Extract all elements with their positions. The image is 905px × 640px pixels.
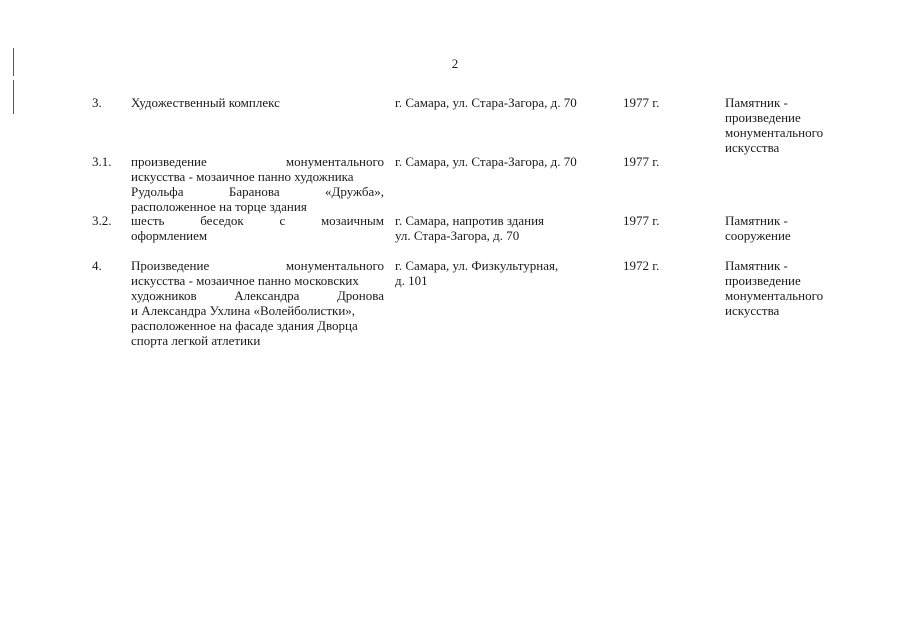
- object-name-line: спорта легкой атлетики: [131, 333, 261, 348]
- object-name: [131, 95, 384, 110]
- object-type: [725, 258, 855, 318]
- object-name-line: художников Александра Дронова: [131, 288, 384, 303]
- object-year: 1977 г.: [623, 95, 660, 110]
- object-address-line: г. Самара, ул. Стара-Загора, д. 70: [395, 154, 577, 169]
- object-name-line: произведение монументального: [131, 154, 384, 169]
- row-number: 4.: [92, 258, 102, 273]
- object-name-line: шесть беседок с мозаичным: [131, 213, 384, 228]
- object-name-line: Рудольфа Баранова «Дружба»,: [131, 184, 384, 199]
- object-type-line: искусства: [725, 140, 780, 155]
- object-name: [131, 258, 384, 348]
- object-address-line: г. Самара, ул. Физкультурная,: [395, 258, 559, 273]
- object-year: 1977 г.: [623, 213, 660, 228]
- object-name-line: искусства - мозаичное панно московских: [131, 273, 359, 288]
- object-address: [395, 95, 615, 110]
- object-type-line: монументального: [725, 125, 824, 140]
- page-number: 2: [451, 56, 459, 71]
- object-type-line: искусства: [725, 303, 780, 318]
- object-address: [395, 154, 615, 169]
- row-number: 3.1.: [92, 154, 112, 169]
- object-type-line: Памятник -: [725, 95, 788, 110]
- row-number: 3.2.: [92, 213, 112, 228]
- object-name-line: и Александра Ухлина «Волейболистки»,: [131, 303, 356, 318]
- object-type: [725, 95, 855, 155]
- object-type-line: произведение: [725, 110, 801, 125]
- object-name-line: Художественный комплекс: [131, 95, 280, 110]
- object-name: [131, 154, 384, 214]
- object-name-line: Произведение монументального: [131, 258, 384, 273]
- object-address: [395, 258, 615, 288]
- margin-line-top: [13, 48, 14, 76]
- object-name: [131, 213, 384, 243]
- object-type: [725, 213, 855, 243]
- object-name-line: оформлением: [131, 228, 208, 243]
- margin-line-bottom: [13, 80, 14, 114]
- object-type-line: сооружение: [725, 228, 791, 243]
- object-address-line: г. Самара, напротив здания: [395, 213, 545, 228]
- object-address-line: г. Самара, ул. Стара-Загора, д. 70: [395, 95, 577, 110]
- row-number: 3.: [92, 95, 102, 110]
- object-address-line: д. 101: [395, 273, 428, 288]
- object-year: 1972 г.: [623, 258, 660, 273]
- object-name-line: расположенное на фасаде здания Дворца: [131, 318, 358, 333]
- object-name-line: расположенное на торце здания: [131, 199, 307, 214]
- object-type-line: Памятник -: [725, 213, 788, 228]
- object-year: 1977 г.: [623, 154, 660, 169]
- object-type-line: монументального: [725, 288, 824, 303]
- object-name-line: искусства - мозаичное панно художника: [131, 169, 354, 184]
- object-address-line: ул. Стара-Загора, д. 70: [395, 228, 520, 243]
- object-type-line: произведение: [725, 273, 801, 288]
- object-type-line: Памятник -: [725, 258, 788, 273]
- object-address: [395, 213, 615, 243]
